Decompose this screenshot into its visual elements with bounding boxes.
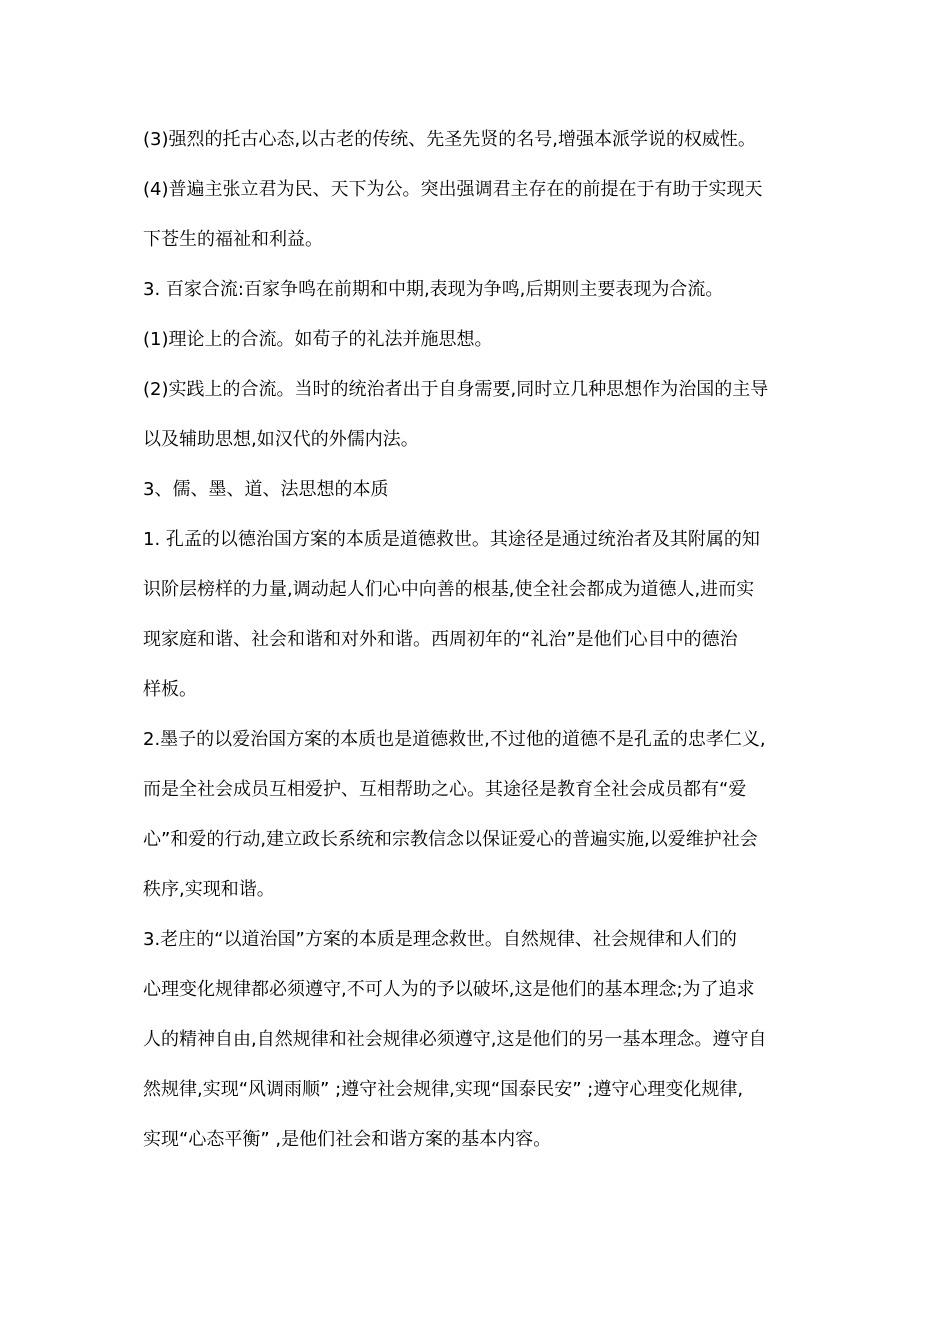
- text-line: (2)实践上的合流。当时的统治者出于自身需要,同时立几种思想作为治国的主导: [143, 379, 769, 400]
- text-line: 以及辅助思想,如汉代的外儒内法。: [143, 429, 419, 450]
- text-line: 样板。: [143, 679, 197, 700]
- text-line: 2.墨子的以爱治国方案的本质也是道德救世,不过他的道德不是孔孟的忠孝仁义,: [143, 729, 766, 750]
- text-line: 1. 孔孟的以德治国方案的本质是道德救世。其途径是通过统治者及其附属的知: [143, 529, 760, 550]
- text-line: 而是全社会成员互相爱护、互相帮助之心。其途径是教育全社会成员都有“爱: [143, 779, 747, 800]
- text-line: 识阶层榜样的力量,调动起人们心中向善的根基,使全社会都成为道德人,进而实: [143, 579, 755, 600]
- text-line: 心理变化规律都必须遵守,不可人为的予以破坏,这是他们的基本理念;为了追求: [143, 979, 755, 1000]
- text-line: (4)普遍主张立君为民、天下为公。突出强调君主存在的前提在于有助于实现天: [143, 179, 763, 200]
- text-line: 现家庭和谐、社会和谐和对外和谐。西周初年的“礼治”是他们心目中的德治: [143, 629, 738, 650]
- text-line: (3)强烈的托古心态,以古老的传统、先圣先贤的名号,增强本派学说的权威性。: [143, 129, 756, 150]
- text-line: (1)理论上的合流。如荀子的礼法并施思想。: [143, 329, 493, 350]
- text-line: 实现“心态平衡” ,是他们社会和谐方案的基本内容。: [143, 1129, 552, 1150]
- text-line: 下苍生的福祉和利益。: [143, 229, 323, 250]
- text-line: 3. 百家合流:百家争鸣在前期和中期,表现为争鸣,后期则主要表现为合流。: [143, 279, 724, 300]
- text-line: 人的精神自由,自然规律和社会规律必须遵守,这是他们的另一基本理念。遵守自: [143, 1029, 767, 1050]
- text-line: 秩序,实现和谐。: [143, 879, 275, 900]
- text-line: 心”和爱的行动,建立政长系统和宗教信念以保证爱心的普遍实施,以爱维护社会: [143, 829, 758, 850]
- text-line: 然规律,实现“风调雨顺” ;遵守社会规律,实现“国泰民安” ;遵守心理变化规律,: [143, 1079, 744, 1100]
- section-heading: 3、儒、墨、道、法思想的本质: [143, 479, 389, 500]
- text-line: 3.老庄的“以道治国”方案的本质是理念救世。自然规律、社会规律和人们的: [143, 929, 737, 950]
